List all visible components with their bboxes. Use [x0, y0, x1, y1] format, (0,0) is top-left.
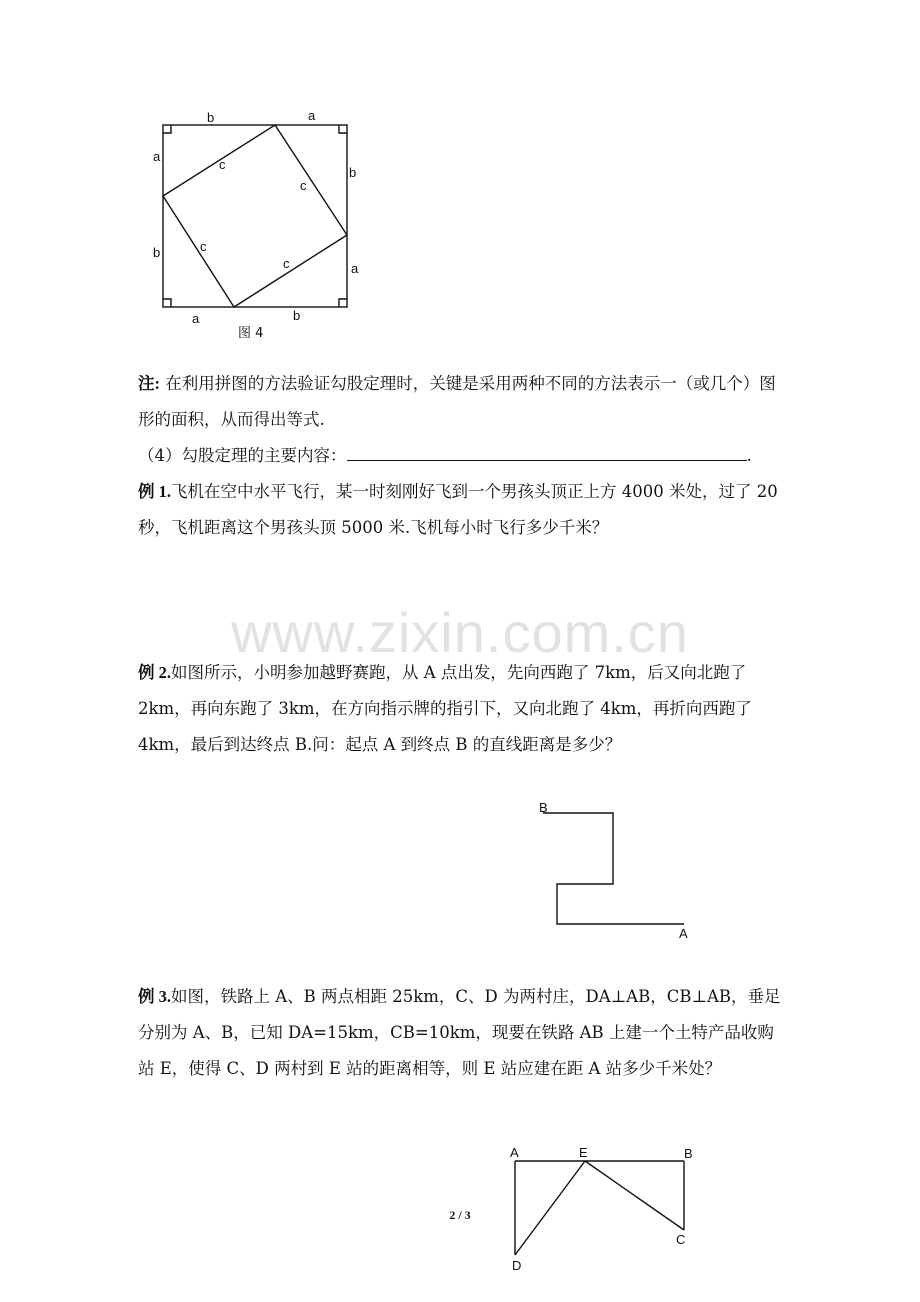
- label-left-b: b: [153, 245, 161, 260]
- label-right-b: b: [349, 165, 357, 180]
- label-bottom-b: b: [293, 308, 301, 323]
- watermark: www.zixin.com.cn: [231, 601, 689, 664]
- label-top-b: b: [207, 110, 215, 125]
- example-1-prefix: 例 1.: [138, 482, 171, 501]
- item-4-text: （4）勾股定理的主要内容：: [138, 446, 347, 465]
- label-c: C: [676, 1232, 686, 1247]
- label-c-4: c: [283, 256, 290, 271]
- route-label-b: B: [539, 800, 548, 815]
- example-3-text: 如图，铁路上 A、B 两点相距 25km，C、D 为两村庄，DA⊥AB，CB⊥AB，垂足分别为 A、B，已知 DA=15km，CB=10km，现要在铁路 AB 上建一个土特产品收购站 E，使得 C、D 两村到 E 站的距离相等，则 E 站应建在距 A 站多少千米处？: [138, 987, 781, 1078]
- example-1-text: 飞机在空中水平飞行，某一时刻刚好飞到一个男孩头顶正上方 4000 米处，过了 20 秒，飞机距离这个男孩头顶 5000 米.飞机每小时飞行多少千米？: [138, 482, 778, 537]
- label-d: D: [512, 1258, 522, 1273]
- label-c-2: c: [300, 178, 307, 193]
- example-2-text: 如图所示，小明参加越野赛跑，从 A 点出发，先向西跑了 7km，后又向北跑了 2km，再向东跑了 3km，在方向指示牌的指引下，又向北跑了 4km，再折向西跑了 4km，最后到达终点 B.问：起点 A 到终点 B 的直线距离是多少？: [138, 663, 752, 754]
- page-number: 2 / 3: [449, 1208, 471, 1222]
- figure-4-caption: 图 4: [238, 326, 264, 341]
- label-c-1: c: [219, 157, 226, 172]
- note-prefix: 注:: [138, 374, 160, 393]
- label-c-3: c: [200, 239, 207, 254]
- label-e: E: [579, 1145, 588, 1160]
- label-left-a: a: [153, 149, 161, 164]
- example-2-prefix: 例 2.: [138, 663, 171, 682]
- route-label-a: A: [679, 926, 688, 941]
- label-b: B: [684, 1146, 693, 1161]
- label-a: A: [510, 1145, 519, 1160]
- note-text: 在利用拼图的方法验证勾股定理时，关键是采用两种不同的方法表示一（或几个）图形的面积，从而得出等式.: [138, 374, 776, 429]
- example-3-prefix: 例 3.: [138, 987, 171, 1006]
- label-bottom-a: a: [192, 311, 200, 326]
- label-top-a: a: [308, 108, 316, 123]
- label-right-a: a: [351, 261, 359, 276]
- item-4-end: .: [746, 446, 752, 465]
